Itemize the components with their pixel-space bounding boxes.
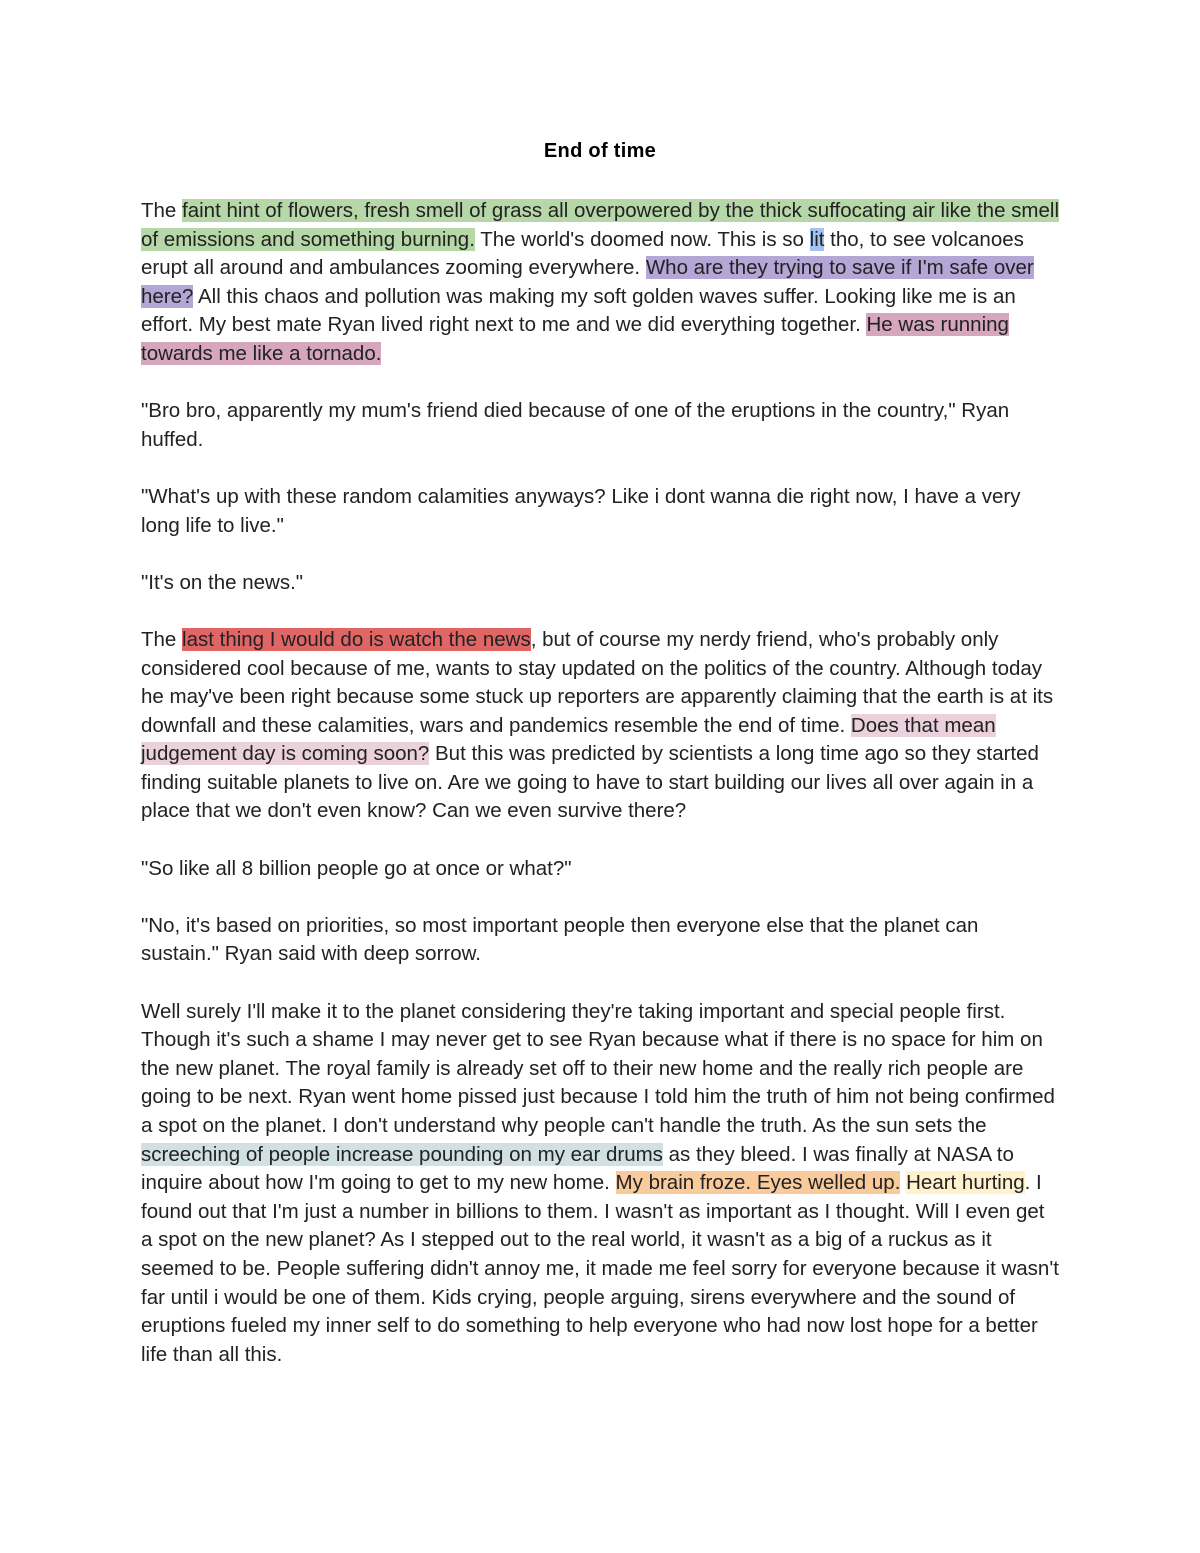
- highlighted-text-pink: Does that mean judgement day is coming soon?: [141, 713, 996, 766]
- text-segment: The: [141, 627, 183, 651]
- text-segment: as they bleed. I was finally at NASA to inquire about how I'm going to get to my new home.: [141, 1142, 1014, 1195]
- highlighted-text-mauve: He was running towards me like a tornado.: [141, 313, 1009, 365]
- text-segment: . I found out that I'm just a number in billions to them. I wasn't as important as I thought. Will I even get a spot on the new planet? As I stepped out to the real world, it wasn't as a big of a ruckus as it seemed to be. People suffering didn't annoy me, it made me feel sorry for everyone because it wasn't far until i would be one of them. Kids crying, people arguing, sirens everywhere and the sound of eruptions fueled my inner self to do something to help everyone who had now lost hope for a better life than all this.: [141, 1171, 1059, 1366]
- paragraph: [141, 998, 1061, 1370]
- paragraph: [141, 569, 1061, 598]
- text-segment: "Bro bro, apparently my mum's friend died because of one of the eruptions in the country," Ryan huffed.: [141, 399, 1010, 451]
- highlighted-text-green: faint hint of flowers, fresh smell of grass all overpowered by the thick suffocating air like the smell of emissions and something burning.: [141, 199, 1059, 251]
- text-segment: "No, it's based on priorities, so most important people then everyone else that the planet can sustain." Ryan said with deep sorrow.: [141, 913, 979, 966]
- paragraph: [141, 912, 1061, 969]
- text-segment: , but of course my nerdy friend, who's probably only considered cool because of me, wants to stay updated on the politics of the country. Although today he may've been right because some stuck up reporters are apparently claiming that the earth is at its downfall and these calamities, wars and pandemics resemble the end of time.: [141, 627, 1054, 737]
- text-segment: All this chaos and pollution was making my soft golden waves suffer. Looking like me is an effort. My best mate Ryan lived right next to me and we did everything together.: [141, 284, 1016, 337]
- paragraph: [141, 855, 1061, 884]
- paragraph: [141, 626, 1061, 826]
- highlighted-text-yellow: Heart hurting: [906, 1171, 1025, 1195]
- text-segment: Well surely I'll make it to the planet considering they're taking important and special people first. Though it's such a shame I may never get to see Ryan because what if there is no space for him on the new planet. The royal family is already set off to their new home and the really rich people are going to be next. Ryan went home pissed just because I told him the truth of him not being confirmed a spot on the planet. I don't understand why people can't handle the truth. As the sun sets the: [141, 999, 1055, 1137]
- paragraph: [141, 397, 1061, 454]
- highlighted-text-blue: lit: [809, 227, 825, 251]
- paragraph: [141, 197, 1061, 369]
- document-body: [141, 197, 1061, 1398]
- highlighted-text-purple: Who are they trying to save if I'm safe over here?: [141, 256, 1034, 308]
- text-segment: But this was predicted by scientists a long time ago so they started finding suitable planets to live on. Are we going to have to start building our lives all over again in a place that we don't even know? Can we even survive there?: [141, 742, 1039, 823]
- text-segment: "What's up with these random calamities anyways? Like i dont wanna die right now, I have a very long life to live.": [141, 484, 1021, 537]
- highlighted-text-orange: My brain froze. Eyes welled up.: [615, 1171, 901, 1195]
- text-segment: "So like all 8 billion people go at once or what?": [141, 856, 572, 880]
- text-segment: The: [141, 199, 183, 222]
- text-segment: tho, to see volcanoes erupt all around and ambulances zooming everywhere.: [141, 227, 1024, 280]
- text-segment: "It's on the news.": [141, 570, 304, 594]
- text-segment: The world's doomed now. This is so: [474, 227, 810, 251]
- document-title: End of time: [543, 140, 657, 162]
- highlighted-text-teal: screeching of people increase pounding on my ear drums: [141, 1142, 663, 1166]
- paragraph: [141, 483, 1061, 540]
- highlighted-text-red: last thing I would do is watch the news: [182, 627, 531, 651]
